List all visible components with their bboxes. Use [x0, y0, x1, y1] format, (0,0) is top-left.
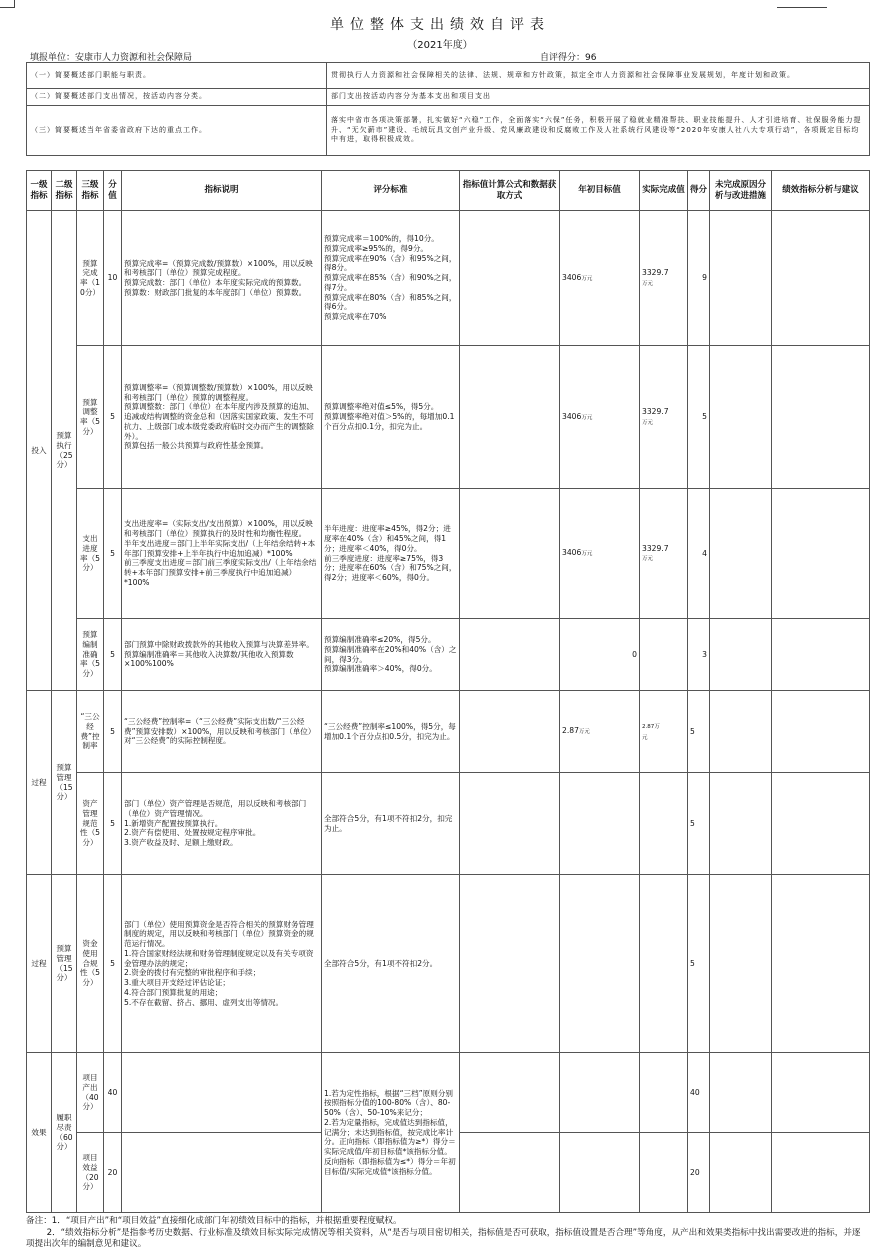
table-row [27, 691, 870, 773]
level2-cell: 预算管理（15分） [52, 875, 77, 1053]
analysis-cell [772, 1053, 870, 1133]
level2-cell: 预算管理（15分） [52, 691, 77, 875]
actual-cell [640, 619, 688, 691]
target-cell [560, 691, 640, 773]
description-cell [122, 346, 322, 489]
reason-cell [710, 211, 772, 346]
standard-cell [322, 875, 460, 1053]
summary-row [27, 63, 870, 89]
score-value-cell: 5 [104, 691, 122, 773]
analysis-cell [772, 1133, 870, 1213]
got-cell: 5 [688, 691, 710, 773]
reason-cell [710, 773, 772, 875]
header-standard: 评分标准 [322, 171, 460, 211]
formula-cell [460, 489, 560, 619]
level1-cell: 投入 [27, 211, 52, 691]
actual-cell [640, 346, 688, 489]
description-text: “三公经费”控制率=（“三公经费”实际支出数/“三公经费”预算安排数）×100%，用以反映和考核部门（单位）对“三公经费”的实际控制程度。 [124, 716, 316, 746]
target-unit: 万元 [581, 414, 593, 421]
header-description: 指标说明 [122, 171, 322, 211]
summary-label: （三）简要概述当年省委省政府下达的重点工作。 [27, 106, 327, 156]
level3-cell: 资产管理规范性（5分） [77, 773, 104, 875]
formula-cell [460, 875, 560, 1053]
header-actual: 实际完成值 [640, 171, 688, 211]
target-unit: 万元 [578, 729, 590, 736]
standard-cell [322, 691, 460, 773]
target-unit: 万元 [581, 275, 593, 282]
actual-unit: 万元 [642, 419, 654, 426]
description-cell [122, 1133, 322, 1213]
summary-content: 落实中省市各项决策部署，扎实做好“六稳”工作，全面落实“六保”任务，积极开展了稳就业精准帮扶、职业技能提升、人才引进培育、社保服务能力提升、“无欠薪市”建设、毛绒玩具文创产业升级、党风廉政建设和反腐败工作及人社系统行风建设等“2020年安康人社八大专项行动”，各项既定目标均中有进，取得积极成效。 [327, 106, 870, 156]
analysis-cell [772, 875, 870, 1053]
formula-cell [460, 211, 560, 346]
analysis-cell [772, 691, 870, 773]
target-cell [560, 1053, 640, 1133]
target-cell: 0 [560, 619, 640, 691]
level3-cell: 预算调整率（5分） [77, 346, 104, 489]
header-level1: 一级指标 [27, 171, 52, 211]
table-row [27, 875, 870, 1053]
footnotes [26, 1216, 869, 1251]
score-value-cell: 40 [104, 1053, 122, 1133]
summary-label: （二）简要概述部门支出情况，按活动内容分类。 [27, 89, 327, 106]
actual-value: 3329.7 [642, 268, 669, 278]
fill-unit: 填报单位：安康市人力资源和社会保障局 [30, 53, 193, 63]
formula-cell [460, 1053, 560, 1133]
reason-cell [710, 346, 772, 489]
summary-row [27, 89, 870, 106]
table-header-row [27, 171, 870, 211]
table-row [27, 346, 870, 489]
analysis-cell [772, 346, 870, 489]
standard-text: 预算完成率＝100%的，得10分。 预算完成率≥95%的，得9分。 预算完成率在90%（含）和95%之间，得8分。 预算完成率在85%（含）和90%之间，得7分。 预算完成率在80%（含）和85%之间，得6分。 预算完成率在70% [324, 234, 457, 322]
header-analysis: 绩效指标分析与建议 [772, 171, 870, 211]
formula-cell [460, 773, 560, 875]
actual-cell [640, 773, 688, 875]
description-cell [122, 1053, 322, 1133]
target-cell [560, 346, 640, 489]
standard-text: 1.若为定性指标，根据“三档”原则分别按照指标分值的100-80%（含）、80-50%（含）、50-10%来记分； 2.若为定量指标，完成值达到指标值，记满分；未达到指标值，按完成比率计分。正向指标（即指标值为≥*）得分＝实际完成值/年初目标值*该指标分值。反向指标（即指标值为≤*）得分＝年初目标值/实际完成值*该指标分值。 [324, 1088, 456, 1176]
got-cell: 5 [688, 875, 710, 1053]
level3-cell: 项目效益（20分） [77, 1133, 104, 1213]
description-cell [122, 773, 322, 875]
target-cell [560, 489, 640, 619]
reason-cell [710, 1133, 772, 1213]
footnote-1: 备注：1．“项目产出”和“项目效益”直接细化成部门年初绩效目标中的指标，并根据重要程度赋权。 [26, 1216, 402, 1226]
description-text: 部门（单位）资产管理是否规范，用以反映和考核部门（单位）资产管理情况。 1.新增资产配置按预算执行。 2.资产有偿使用、处置按规定程序审批。 3.资产收益及时、足额上缴财政。 [124, 799, 307, 848]
target-unit: 万元 [581, 551, 593, 558]
self-score: 自评得分：96 [540, 53, 597, 63]
corner-mark-left [0, 0, 15, 8]
header-formula: 指标值计算公式和数据获取方式 [460, 171, 560, 211]
level1-cell: 效果 [27, 1053, 52, 1213]
got-cell: 5 [688, 773, 710, 875]
description-cell [122, 211, 322, 346]
page-year: （2021年度） [407, 40, 473, 51]
got-cell: 4 [688, 489, 710, 619]
standard-cell [322, 773, 460, 875]
summary-table [26, 62, 870, 156]
summary-row [27, 106, 870, 156]
score-value-cell: 5 [104, 619, 122, 691]
actual-value: 3329.7 [642, 407, 669, 417]
table-row [27, 619, 870, 691]
standard-cell [322, 211, 460, 346]
formula-cell [460, 691, 560, 773]
analysis-cell [772, 489, 870, 619]
standard-text: 预算编制准确率≤20%，得5分。 预算编制准确率在20%和40%（含）之间，得3分。 预算编制准确率＞40%，得0分。 [324, 635, 457, 674]
actual-unit: 元 [642, 734, 648, 741]
level2-cell: 履职尽责（60分） [52, 1053, 77, 1213]
level3-cell: 预算完成率（10分） [77, 211, 104, 346]
description-text: 支出进度率=（实际支出/支出预算）×100%，用以反映和考核部门（单位）预算执行的及时性和均衡性程度。 半年支出进度＝部门上半年实际支出/（上年结余结转+本年部门预算安排+上半年执行中追加追减）*100% 前三季度支出进度＝部门前三季度实际支出/（上年结余结转+本年部门预算安排+前三季度执行中追加追减）*100% [124, 519, 317, 587]
level1-cell: 过程 [27, 875, 52, 1053]
description-cell [122, 691, 322, 773]
score-value-cell: 5 [104, 773, 122, 875]
formula-cell [460, 346, 560, 489]
description-text: 部门预算中除财政拨款外的其他收入预算与决算差异率。 预算编制准确率＝其他收入决算数/其他收入预算数×100%100% [124, 639, 314, 669]
actual-cell [640, 489, 688, 619]
standard-cell [322, 619, 460, 691]
level3-cell: 资金使用合规性（5分） [77, 875, 104, 1053]
target-value: 2.87 [562, 726, 579, 736]
score-value-cell: 20 [104, 1133, 122, 1213]
header-score-value: 分值 [104, 171, 122, 211]
actual-cell [640, 691, 688, 773]
standard-text: “三公经费”控制率≤100%，得5分，每增加0.1个百分点扣0.5分，扣完为止。 [324, 721, 456, 741]
got-cell: 3 [688, 619, 710, 691]
actual-value: 3329.7 [642, 543, 669, 553]
standard-text: 半年进度：进度率≥45%，得2分；进度率在40%（含）和45%之间，得1分；进度率＜40%，得0分。 前三季度进度：进度率≥75%，得3分；进度率在60%（含）和75%之间，得2分；进度率＜60%，得0分。 [324, 524, 457, 582]
standard-text: 全部符合5分，有1项不符扣2分，扣完为止。 [324, 813, 453, 833]
score-value-cell: 10 [104, 211, 122, 346]
target-value: 3406 [562, 411, 582, 421]
target-cell [560, 1133, 640, 1213]
actual-cell [640, 211, 688, 346]
standard-cell [322, 489, 460, 619]
actual-value: 2.87万 [642, 724, 660, 731]
table-row [27, 211, 870, 346]
level3-text: 预算编制准确率（5分） [79, 630, 101, 679]
level3-cell [77, 619, 104, 691]
description-cell [122, 875, 322, 1053]
standard-text: 全部符合5分，有1项不符扣2分。 [324, 958, 438, 968]
got-cell: 5 [688, 346, 710, 489]
header-target: 年初目标值 [560, 171, 640, 211]
target-cell [560, 773, 640, 875]
reason-cell [710, 875, 772, 1053]
header-reason: 未完成原因分析与改进措施 [710, 171, 772, 211]
actual-cell [640, 1053, 688, 1133]
level1-cell: 过程 [27, 691, 52, 875]
analysis-cell [772, 211, 870, 346]
table-row [27, 773, 870, 875]
score-value-cell: 5 [104, 489, 122, 619]
got-cell: 20 [688, 1133, 710, 1213]
header-level2: 二级指标 [52, 171, 77, 211]
summary-content: 贯彻执行人力资源和社会保障相关的法律、法规、规章和方针政策，拟定全市人力资源和社会保障事业发展规划，年度计划和政策。 [327, 63, 870, 89]
actual-cell [640, 875, 688, 1053]
reason-cell [710, 1053, 772, 1133]
actual-unit: 万元 [642, 280, 654, 287]
analysis-cell [772, 773, 870, 875]
actual-cell [640, 1133, 688, 1213]
description-text: 部门（单位）使用预算资金是否符合相关的预算财务管理制度的规定，用以反映和考核部门（单位）预算资金的规范运行情况。 1.符合国家财经法规和财务管理制度规定以及有关专项资金管理办法的规定； 2.资金的拨付有完整的审批程序和手续； 3.重大项目开支经过评估论证； 4.符合部门预算批复的用途； 5.不存在截留、挤占、挪用、虚列支出等情况。 [124, 919, 314, 1007]
level3-text: “三公经费”控制率 [80, 712, 100, 751]
corner-mark-right [777, 0, 827, 8]
summary-content: 部门支出按活动内容分为基本支出和项目支出 [327, 89, 870, 106]
target-value: 3406 [562, 548, 582, 558]
summary-label: （一）简要概述部门职能与职责。 [27, 63, 327, 89]
description-text: 预算调整率=（预算调整数/预算数）×100%，用以反映和考核部门（单位）预算的调整程度。 预算调整数：部门（单位）在本年度内涉及预算的追加、追减或结构调整的资金总和（因落实国家政策、发生不可抗力、上级部门或本级党委政府临时交办而产生的调整除外）。 预算包括一般公共预算与政府性基金预算。 [124, 382, 314, 451]
page-title: 单位整体支出绩效自评表 [330, 17, 550, 33]
table-row [27, 1053, 870, 1133]
score-value-cell: 5 [104, 875, 122, 1053]
analysis-cell [772, 619, 870, 691]
table-row [27, 489, 870, 619]
actual-unit: 万元 [642, 556, 654, 563]
standard-text: 预算调整率绝对值≤5%，得5分。 预算调整率绝对值＞5%的，每增加0.1个百分点扣0.1分，扣完为止。 [324, 402, 455, 431]
header-level3: 三级指标 [77, 171, 104, 211]
standard-cell [322, 346, 460, 489]
performance-table [26, 170, 870, 1213]
reason-cell [710, 489, 772, 619]
reason-cell [710, 619, 772, 691]
header-got: 得分 [688, 171, 710, 211]
formula-cell [460, 1133, 560, 1213]
target-cell [560, 211, 640, 346]
target-value: 3406 [562, 272, 582, 282]
description-text: 预算完成率=（预算完成数/预算数）×100%，用以反映和考核部门（单位）预算完成程度。 预算完成数：部门（单位）本年度实际完成的预算数。 预算数：财政部门批复的本年度部门（单位）预算数。 [124, 258, 313, 297]
level3-cell: 支出进度率（5分） [77, 489, 104, 619]
formula-cell [460, 619, 560, 691]
reason-cell [710, 691, 772, 773]
standard-cell [322, 1053, 460, 1213]
footnote-2: 2．“绩效指标分析”是指参考历史数据、行业标准及绩效目标实际完成情况等相关资料，从“是否与项目密切相关，指标值是否可获取，指标值设置是否合理”等角度，从产出和效果类指标中找出需要改进的指标，并逐项提出次年的编制意见和建议。 [26, 1227, 861, 1250]
got-cell: 40 [688, 1053, 710, 1133]
description-cell [122, 489, 322, 619]
level3-cell: 项目产出（40分） [77, 1053, 104, 1133]
description-cell [122, 619, 322, 691]
score-value-cell: 5 [104, 346, 122, 489]
got-cell: 9 [688, 211, 710, 346]
level2-cell: 预算执行（25分） [52, 211, 77, 691]
target-cell [560, 875, 640, 1053]
level3-cell [77, 691, 104, 773]
